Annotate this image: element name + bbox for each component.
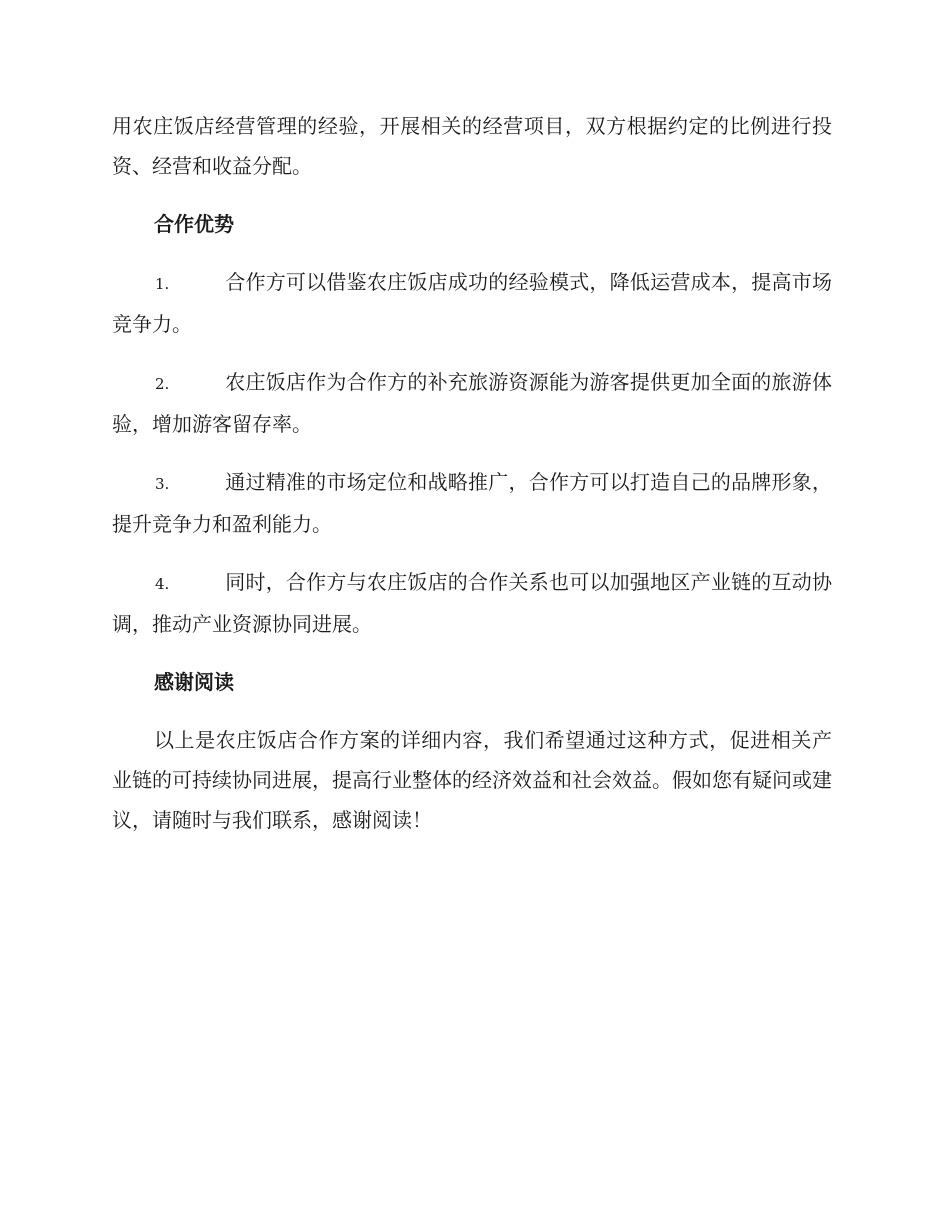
list-item-text: 农庄饭店作为合作方的补充旅游资源能为游客提供更加全面的旅游体验，增加游客留存率。 xyxy=(112,370,832,436)
list-item-text: 同时，合作方与农庄饭店的合作关系也可以加强地区产业链的互动协调，推动产业资源协同进展。 xyxy=(112,570,832,636)
intro-paragraph: 用农庄饭店经营管理的经验，开展相关的经营项目，双方根据约定的比例进行投资、经营和收益分配。 xyxy=(112,114,832,178)
list-item-text: 通过精准的市场定位和战略推广，合作方可以打造自己的品牌形象，提升竞争力和盈利能力。 xyxy=(112,470,832,536)
closing-paragraph: 以上是农庄饭店合作方案的详细内容，我们希望通过这种方式，促进相关产业链的可持续协同进展，提高行业整体的经济效益和社会效益。假如您有疑问或建议，请随时与我们联系，感谢阅读！ xyxy=(112,728,832,832)
list-item xyxy=(112,362,832,444)
list-item-number: 1. xyxy=(155,275,170,293)
section-heading-thanks: 感谢阅读 xyxy=(154,670,234,694)
list-item-text: 合作方可以借鉴农庄饭店成功的经验模式，降低运营成本，提高市场竞争力。 xyxy=(112,270,832,336)
section-heading-advantages: 合作优势 xyxy=(154,212,234,236)
list-item-number: 2. xyxy=(155,375,170,393)
list-item xyxy=(112,462,832,544)
list-item xyxy=(112,562,832,644)
list-item-number: 4. xyxy=(155,575,170,593)
document-page xyxy=(112,106,832,858)
list-item xyxy=(112,262,832,344)
list-item-number: 3. xyxy=(155,475,170,493)
